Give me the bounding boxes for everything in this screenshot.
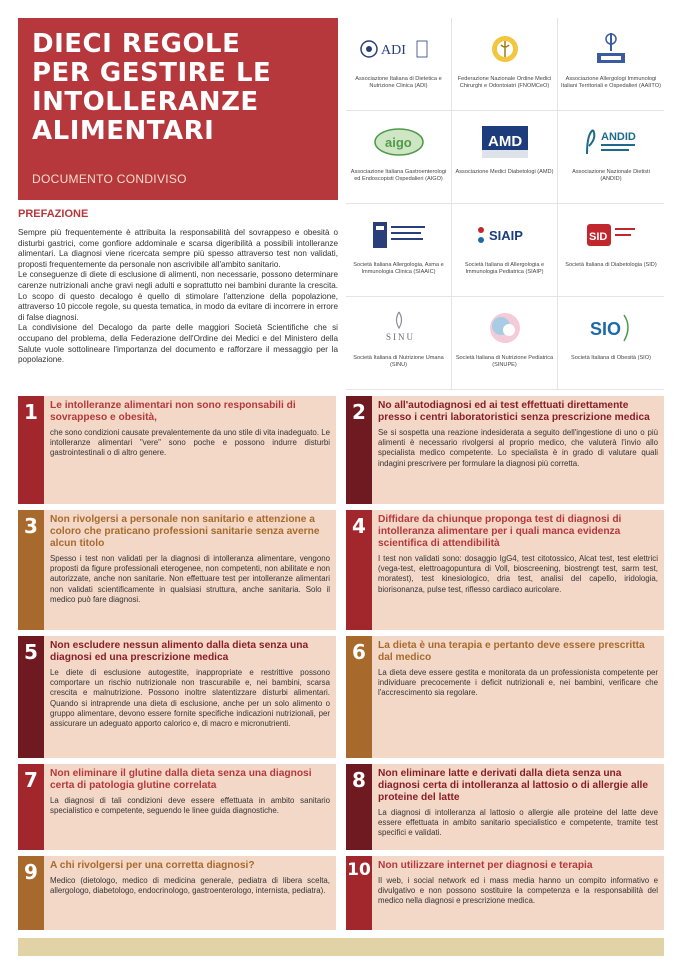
preface-paragraph: Sempre più frequentemente è attribuita la responsabilità del sovrappeso e obesità o disturbi gastrici, come gonfiore addominale e scarsa digeribilità a possibili intolleranze alimentari. La diagnosi viene ricercata sempre più spesso attraverso test non validati, proposti frequentemente da personale non ascrivibile all'ambito sanitario. — [18, 228, 338, 269]
rule-number: 2 — [346, 396, 372, 504]
rule-number: 9 — [18, 856, 44, 930]
logo-mark-text: ADI — [380, 43, 406, 58]
rule-card-6 — [346, 636, 664, 758]
title-line: PER GESTIRE LE — [32, 58, 272, 88]
rule-number: 8 — [346, 764, 372, 850]
rule-card-10 — [346, 856, 664, 930]
sinu-logo-icon — [374, 307, 424, 349]
preface-paragraph: La condivisione del Decalogo da parte delle maggiori Società Scientifiche che si occupano del problema, della Federazione dell'Ordine dei Medici e del Ministero della Salute vuole sottolineare l'importanza del documento e rafforzare il messaggio per la popolazione. — [18, 323, 338, 365]
title-panel — [18, 18, 338, 200]
title-line: ALIMENTARI — [32, 116, 215, 146]
rule-card-7 — [18, 764, 336, 850]
rule-text: Le diete di esclusione autogestite, inappropriate e restrittive possono comportare un rischio nutrizionale non trascurabile e, nei bambini, scarsa crescita e malnutrizione. Possono inoltre slatentizzare disturbi alimentari. Quando si intraprende una dieta di esclusione, anche per un solo alimento o gruppo alimentare, devono essere fornite specifiche indicazioni nutrizionali, per assicurare un adeguato apporto calorico e, di macro e micronutrienti. — [50, 668, 330, 729]
title-line: DIECI REGOLE — [32, 29, 241, 59]
rule-text: Spesso i test non validati per la diagnosi di intolleranza alimentare, vengono proposti da figure professionali eterogenee, non competenti, non abilitate e non autorizzate, anche non sanitarie. Non effettuare test per intolleranze alimentari non validati scientificamente in qualsiasi struttura, anche sanitaria. Solo il medico può fare diagnosi. — [50, 554, 330, 604]
logo-caption: Associazione Italiana Gastroenterologi ed Endoscopisti Ospedalieri (AIGO) — [350, 169, 447, 182]
sio-logo-icon — [586, 307, 636, 349]
logo-mark-text: SIO — [590, 319, 622, 339]
aigo-logo-icon — [371, 121, 427, 163]
rule-title: Diffidare da chiunque proponga test di diagnosi di intolleranza alimentare per i quali manca evidenza scientifica di attendibilità — [378, 514, 622, 549]
logo-caption: Società Italiana di Obesità (SIO) — [571, 355, 651, 361]
logo-mark-text: AMD — [487, 133, 522, 150]
logo-cell — [452, 111, 558, 204]
rule-number: 10 — [346, 856, 372, 930]
logo-mark-text: aigo — [384, 135, 412, 150]
rule-text: Medico (dietologo, medico di medicina generale, pediatra di libera scelta, allergologo, diabetologo, endocrinologo, gastroenterologo, internista, pediatra). — [50, 876, 330, 896]
sinupe-logo-icon — [483, 307, 527, 349]
rule-text: I test non validati sono: dosaggio IgG4, test citotossico, Alcat test, test elettrici (vega-test, elettroagopuntura di Voll, bioscreening, biostrengt test, sarm test, moratest), test kinesiologico, dria test, analisi del capello, iridologia, biorisonanza, pulse test, riflesso cardiaco auricolare. — [378, 554, 658, 594]
preface-section — [18, 208, 338, 366]
rule-title: A chi rivolgersi per una corretta diagnosi? — [50, 860, 255, 871]
logo-cell — [346, 111, 452, 204]
logo-cell — [346, 204, 452, 297]
logo-cell — [558, 111, 664, 204]
logo-cell — [452, 297, 558, 390]
preface-heading: PREFAZIONE — [18, 208, 89, 220]
logo-caption: Società Italiana di Nutrizione Umana (SINU) — [353, 355, 444, 368]
rule-number: 3 — [18, 510, 44, 630]
document-title — [32, 30, 324, 146]
rule-title: La dieta è una terapia e pertanto deve essere prescritta dal medico — [378, 640, 645, 663]
siaaic-logo-icon — [369, 214, 429, 256]
footer-band — [18, 938, 664, 956]
rule-card-2 — [346, 396, 664, 504]
rule-title: Non rivolgersi a personale non sanitario e attenzione a coloro che praticano professioni sanitarie senza averne alcun titolo — [50, 514, 320, 549]
logo-cell — [452, 204, 558, 297]
logo-caption: Federazione Nazionale Ordine Medici Chirurghi e Odontoiatri (FNOMCeO) — [457, 76, 552, 89]
logo-mark-text: ANDID — [601, 131, 636, 143]
logo-caption: Associazione Medici Diabetologi (AMD) — [455, 169, 554, 175]
rule-number: 1 — [18, 396, 44, 504]
logo-caption: Società Italiana di Allergologia e Immunologia Pediatrica (SIAIP) — [464, 262, 545, 275]
rule-text: che sono condizioni causate prevalentemente da uno stile di vita inadeguato. Le intolleranze alimentari "vere" sono poche e possono indurre disturbi gastrointestinali o di altro genere. — [50, 428, 330, 458]
rule-title: Non escludere nessun alimento dalla dieta senza una diagnosi ed una prescrizione medica — [50, 640, 309, 663]
logo-caption: Associazione Italiana di Dietetica e Nutrizione Clinica (ADI) — [355, 76, 442, 89]
rule-number: 5 — [18, 636, 44, 758]
rule-text: Se si sospetta una reazione indesiderata a seguito dell'ingestione di uno o più alimenti è necessario rivolgersi al proprio medico, che valuterà l'invio allo specialista medico competente. Lo specialista è in grado di valutare quali indagini prescrivere per formulare la diagnosi più corretta. — [378, 428, 658, 468]
andid-logo-icon — [579, 121, 643, 163]
rule-number: 4 — [346, 510, 372, 630]
rule-card-4 — [346, 510, 664, 630]
logo-cell — [346, 297, 452, 390]
rule-title: No all'autodiagnosi ed ai test effettuati direttamente presso i centri laboratoristici senza prescrizione medica — [378, 400, 650, 423]
rule-text: Il web, i social network ed i mass media hanno un compito informativo e divulgativo e non possono sostituire la competenza e la responsabilità del medico nella diagnosi e prescrizione medica. — [378, 876, 658, 906]
fnomceo-logo-icon — [485, 28, 525, 70]
rule-title: Non eliminare latte e derivati dalla dieta senza una diagnosi certa di intolleranza al lattosio o di allergie alle proteine del latte — [378, 768, 649, 803]
rule-card-8 — [346, 764, 664, 850]
aaiito-logo-icon — [589, 28, 633, 70]
rule-title: Non utilizzare internet per diagnosi e terapia — [378, 860, 593, 871]
rule-title: Le intolleranze alimentari non sono responsabili di sovrappeso e obesità, — [50, 400, 296, 423]
document-subtitle: DOCUMENTO CONDIVISO — [32, 172, 187, 186]
logo-caption: Società Italiana Allergologia, Asma e Immunologia Clinica (SIAAIC) — [353, 262, 444, 275]
logo-mark-text: SIAIP — [488, 228, 523, 243]
sid-logo-icon — [583, 214, 639, 256]
siaip-logo-icon — [473, 214, 537, 256]
logo-cell — [346, 18, 452, 111]
adi-logo-icon — [359, 28, 439, 70]
rule-number: 7 — [18, 764, 44, 850]
logo-cell — [558, 18, 664, 111]
rule-title: Non eliminare il glutine dalla dieta senza una diagnosi certa di patologia glutine correlata — [50, 768, 312, 791]
preface-paragraph: Le conseguenze di diete di esclusione di alimenti, non necessarie, possono determinare carenze nutrizionali anche gravi negli adulti e soprattutto nei bambini durante la crescita. Lo scopo di questo decalogo è quello di stimolare l'attenzione della popolazione, attraverso 10 piccole regole, su questa tematica, in modo da evitare di incorrere in errore di false diagnosi. — [18, 270, 338, 322]
rule-card-3 — [18, 510, 336, 630]
logo-cell — [452, 18, 558, 111]
logo-caption: Associazione Allergologi Immunologi Italiani Territoriali e Ospedalieri (AAIITO) — [561, 76, 661, 89]
rule-number: 6 — [346, 636, 372, 758]
rule-text: La diagnosi di tali condizioni deve essere effettuata in ambito sanitario specialistico e competente, seguendo le linee guida diagnostiche. — [50, 796, 330, 816]
rule-text: La diagnosi di intolleranza al lattosio o allergie alle proteine del latte deve essere effettuata in ambito sanitario specialistico e competente, tramite test specifici e validati. — [378, 808, 658, 838]
rule-card-9 — [18, 856, 336, 930]
title-line: INTOLLERANZE — [32, 87, 259, 117]
logo-cell — [558, 204, 664, 297]
logo-caption: Associazione Nazionale Dietisti (ANDID) — [572, 169, 650, 182]
logo-cell — [558, 297, 664, 390]
logo-caption: Società Italiana di Diabetologia (SID) — [565, 262, 657, 268]
rule-card-5 — [18, 636, 336, 758]
logo-caption: Società Italiana di Nutrizione Pediatrica (SINUPE) — [455, 355, 554, 368]
rule-card-1 — [18, 396, 336, 504]
logo-grid — [346, 18, 664, 390]
amd-logo-icon — [480, 121, 530, 163]
logo-mark-text: SID — [589, 231, 608, 243]
rule-text: La dieta deve essere gestita e monitorata da un professionista competente per individuare precocemente i deficit nutrizionali e, nei bambini, verificare che l'accrescimento sia regolare. — [378, 668, 658, 698]
logo-mark-text: SINU — [385, 332, 415, 342]
